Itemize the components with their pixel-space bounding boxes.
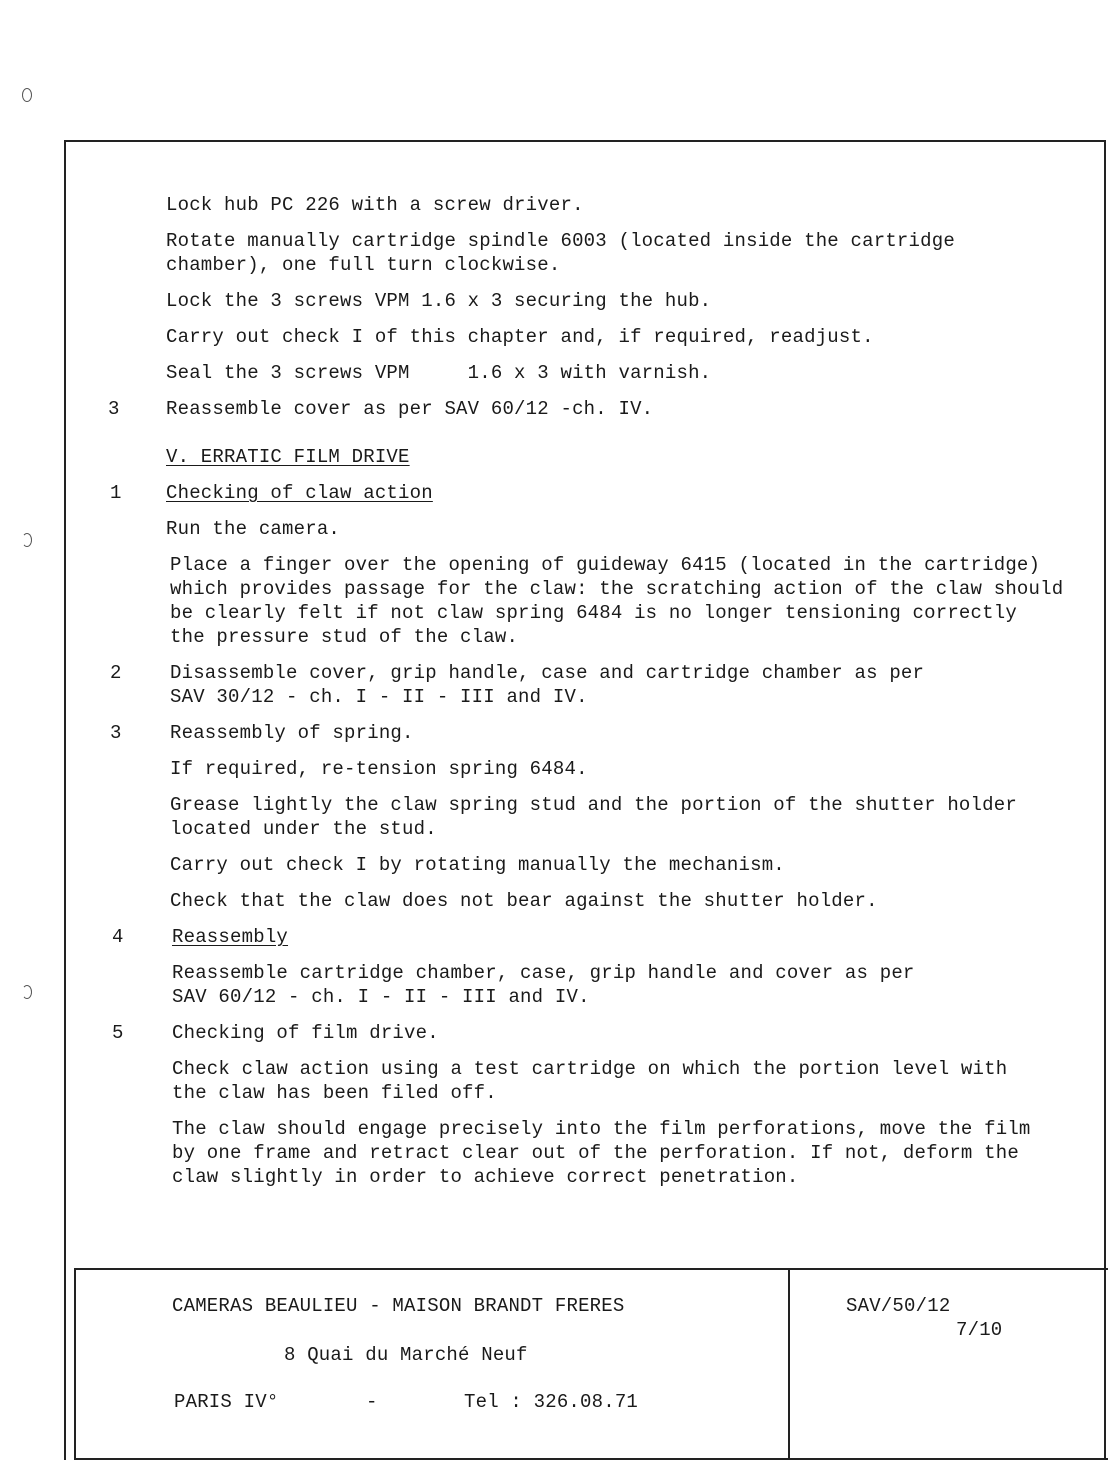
step-number: 1: [110, 482, 122, 504]
subsection-heading: Checking of claw action: [166, 482, 433, 504]
instruction-line: claw slightly in order to achieve correct penetration.: [172, 1166, 799, 1188]
instruction-line: Reassemble cartridge chamber, case, grip handle and cover as per: [172, 962, 915, 984]
instruction-line: the pressure stud of the claw.: [170, 626, 519, 648]
instruction-line: The claw should engage precisely into the film perforations, move the film: [172, 1118, 1031, 1140]
punch-hole-mark: [22, 533, 32, 547]
footer-column-divider: [788, 1270, 790, 1460]
punch-hole-mark: [22, 88, 32, 102]
footer-telephone: Tel : 326.08.71: [464, 1391, 639, 1413]
instruction-line: Run the camera.: [166, 518, 341, 540]
step-number: 5: [112, 1022, 124, 1044]
footer-left-rule: [74, 1268, 76, 1460]
instruction-line: Grease lightly the claw spring stud and the portion of the shutter holder: [170, 794, 1017, 816]
footer-address: 8 Quai du Marché Neuf: [284, 1344, 528, 1366]
instruction-line: located under the stud.: [170, 818, 437, 840]
page-border-bottom: [74, 1458, 1108, 1460]
instruction-line: Disassemble cover, grip handle, case and cartridge chamber as per: [170, 662, 925, 684]
instruction-line: chamber), one full turn clockwise.: [166, 254, 561, 276]
instruction-line: Check that the claw does not bear against the shutter holder.: [170, 890, 878, 912]
step-number: 3: [110, 722, 122, 744]
instruction-line: be clearly felt if not claw spring 6484 is no longer tensioning correctly: [170, 602, 1017, 624]
instruction-line: Lock hub PC 226 with a screw driver.: [166, 194, 584, 216]
instruction-line: by one frame and retract clear out of the perforation. If not, deform the: [172, 1142, 1019, 1164]
section-heading: V. ERRATIC FILM DRIVE: [166, 446, 410, 468]
instruction-line: Carry out check I by rotating manually the mechanism.: [170, 854, 785, 876]
instruction-line: Reassembly of spring.: [170, 722, 414, 744]
instruction-line: Lock the 3 screws VPM 1.6 x 3 securing the hub.: [166, 290, 712, 312]
instruction-line: SAV 60/12 - ch. I - II - III and IV.: [172, 986, 590, 1008]
instruction-line: Place a finger over the opening of guideway 6415 (located in the cartridge): [170, 554, 1041, 576]
instruction-line: the claw has been filed off.: [172, 1082, 497, 1104]
instruction-line: Carry out check I of this chapter and, if required, readjust.: [166, 326, 874, 348]
footer-company: CAMERAS BEAULIEU - MAISON BRANDT FRERES: [172, 1295, 625, 1317]
subsection-heading: Reassembly: [172, 926, 289, 948]
instruction-line: Seal the 3 screws VPM 1.6 x 3 with varnish.: [166, 362, 712, 384]
instruction-line: If required, re-tension spring 6484.: [170, 758, 588, 780]
instruction-line: which provides passage for the claw: the scratching action of the claw should: [170, 578, 1064, 600]
footer-city: PARIS IV°: [174, 1391, 279, 1413]
instruction-line: Check claw action using a test cartridge on which the portion level with: [172, 1058, 1008, 1080]
punch-hole-mark: [22, 985, 32, 999]
document-reference: SAV/50/12: [846, 1295, 951, 1317]
instruction-line: Checking of film drive.: [172, 1022, 439, 1044]
step-number: 3: [108, 398, 120, 420]
instruction-line: Rotate manually cartridge spindle 6003 (located inside the cartridge: [166, 230, 955, 252]
instruction-line: Reassemble cover as per SAV 60/12 -ch. IV.: [166, 398, 654, 420]
step-number: 2: [110, 662, 122, 684]
step-number: 4: [112, 926, 124, 948]
footer-divider: [74, 1268, 1108, 1270]
footer-separator: -: [366, 1391, 378, 1413]
instruction-line: SAV 30/12 - ch. I - II - III and IV.: [170, 686, 588, 708]
page-number: 7/10: [956, 1319, 1003, 1341]
